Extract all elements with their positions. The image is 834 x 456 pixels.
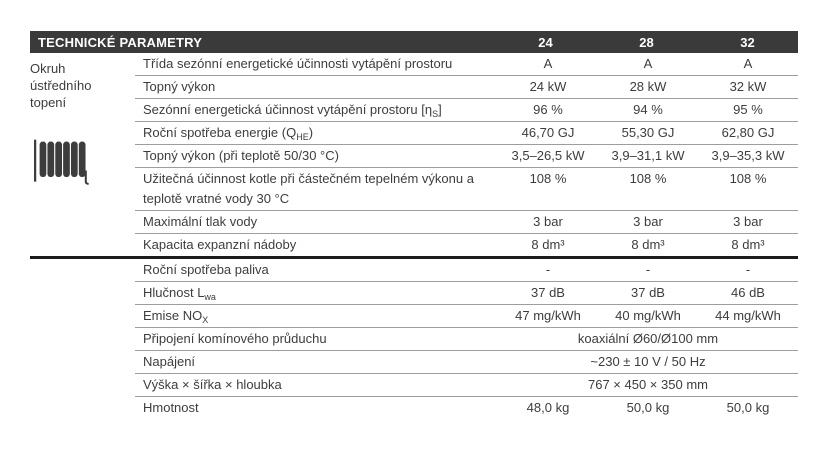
section-label: Okruh ústředního topení	[30, 61, 92, 110]
row-value: 62,80 GJ	[721, 125, 775, 140]
spec-table	[135, 53, 798, 419]
row-label: Emise $NO_X$	[143, 308, 209, 325]
row-value: 8 dm³	[631, 237, 665, 252]
table-row	[135, 76, 798, 99]
row-label: Hmotnost	[143, 400, 199, 415]
table-row	[135, 328, 798, 351]
row-value: 96 %	[533, 102, 563, 117]
section-sidebar	[30, 53, 135, 419]
row-label: Maximální tlak vody	[143, 214, 258, 229]
row-value: 37 dB	[531, 285, 565, 300]
row-value: 40 mg/kWh	[615, 308, 681, 323]
row-label: Hlučnost $L_{wa}$	[143, 285, 216, 302]
table-header-bar	[30, 31, 798, 53]
row-value: 55,30 GJ	[621, 125, 675, 140]
column-header-32: 32	[740, 34, 755, 50]
row-label: Užitečná účinnost kotle při částečném tepelném výkonu a teplotě vratné vody 30 °C	[143, 171, 474, 206]
row-value: 37 dB	[631, 285, 665, 300]
table-row	[135, 168, 798, 211]
row-label: Sezónní energetická účinnost vytápění prostoru $[\eta_S]$	[143, 102, 442, 119]
row-value: 3 bar	[733, 214, 763, 229]
spec-sheet	[30, 31, 798, 419]
row-label: Třída sezónní energetické účinnosti vytápění prostoru	[143, 56, 453, 71]
row-value: 108 %	[529, 171, 567, 186]
row-value: 108 %	[729, 171, 767, 186]
column-header-28: 28	[639, 34, 654, 50]
row-value: -	[545, 262, 551, 277]
row-value: 50,0 kg	[726, 400, 770, 415]
table-row	[135, 122, 798, 145]
row-label: Roční spotřeba paliva	[143, 262, 269, 277]
row-value: 47 mg/kWh	[515, 308, 581, 323]
row-value: 32 kW	[729, 79, 767, 94]
page-title: TECHNICKÉ PARAMETRY	[38, 34, 203, 50]
row-value: -	[645, 262, 651, 277]
row-value-span: 767 × 450 × 350 mm	[588, 377, 708, 392]
row-value-span: koaxiální Ø60/Ø100 mm	[577, 331, 719, 346]
row-label: Roční spotřeba energie $(Q_{HE})$	[143, 125, 314, 142]
table-row	[135, 211, 798, 234]
table-row	[135, 99, 798, 122]
row-value: 108 %	[629, 171, 667, 186]
table-row	[135, 259, 798, 282]
table-row	[135, 282, 798, 305]
row-value: 3,5–26,5 kW	[511, 148, 585, 163]
table-row	[135, 374, 798, 397]
table-row	[135, 53, 798, 76]
row-value: 3 bar	[533, 214, 563, 229]
row-label: Topný výkon (při teplotě 50/30 °C)	[143, 148, 339, 163]
row-value: 3 bar	[633, 214, 663, 229]
table-row	[135, 351, 798, 374]
row-value: A	[643, 56, 653, 71]
row-value: A	[543, 56, 553, 71]
row-value: 44 mg/kWh	[715, 308, 781, 323]
row-value: 94 %	[633, 102, 663, 117]
row-value: -	[745, 262, 751, 277]
row-value: 50,0 kg	[626, 400, 670, 415]
row-value: 48,0 kg	[526, 400, 570, 415]
row-value-span: ~230 ± 10 V / 50 Hz	[590, 354, 706, 369]
table-row	[135, 305, 798, 328]
row-value: 46,70 GJ	[521, 125, 575, 140]
row-value: 8 dm³	[731, 237, 765, 252]
row-value: 95 %	[733, 102, 763, 117]
row-label: Výška × šířka × hloubka	[143, 377, 282, 392]
table-row	[135, 397, 798, 419]
row-value: 8 dm³	[531, 237, 565, 252]
row-value: A	[743, 56, 753, 71]
row-value: 24 kW	[529, 79, 567, 94]
row-value: 28 kW	[629, 79, 667, 94]
row-value: 46 dB	[731, 285, 765, 300]
row-label: Připojení komínového průduchu	[143, 331, 327, 346]
row-label: Kapacita expanzní nádoby	[143, 237, 297, 252]
row-value: 3,9–31,1 kW	[611, 148, 685, 163]
table-row	[135, 234, 798, 256]
table-row	[135, 145, 798, 168]
row-label: Topný výkon	[143, 79, 216, 94]
radiator-icon	[34, 139, 135, 191]
row-label: Napájení	[143, 354, 196, 369]
row-value: 3,9–35,3 kW	[711, 148, 785, 163]
column-header-24: 24	[538, 34, 553, 50]
